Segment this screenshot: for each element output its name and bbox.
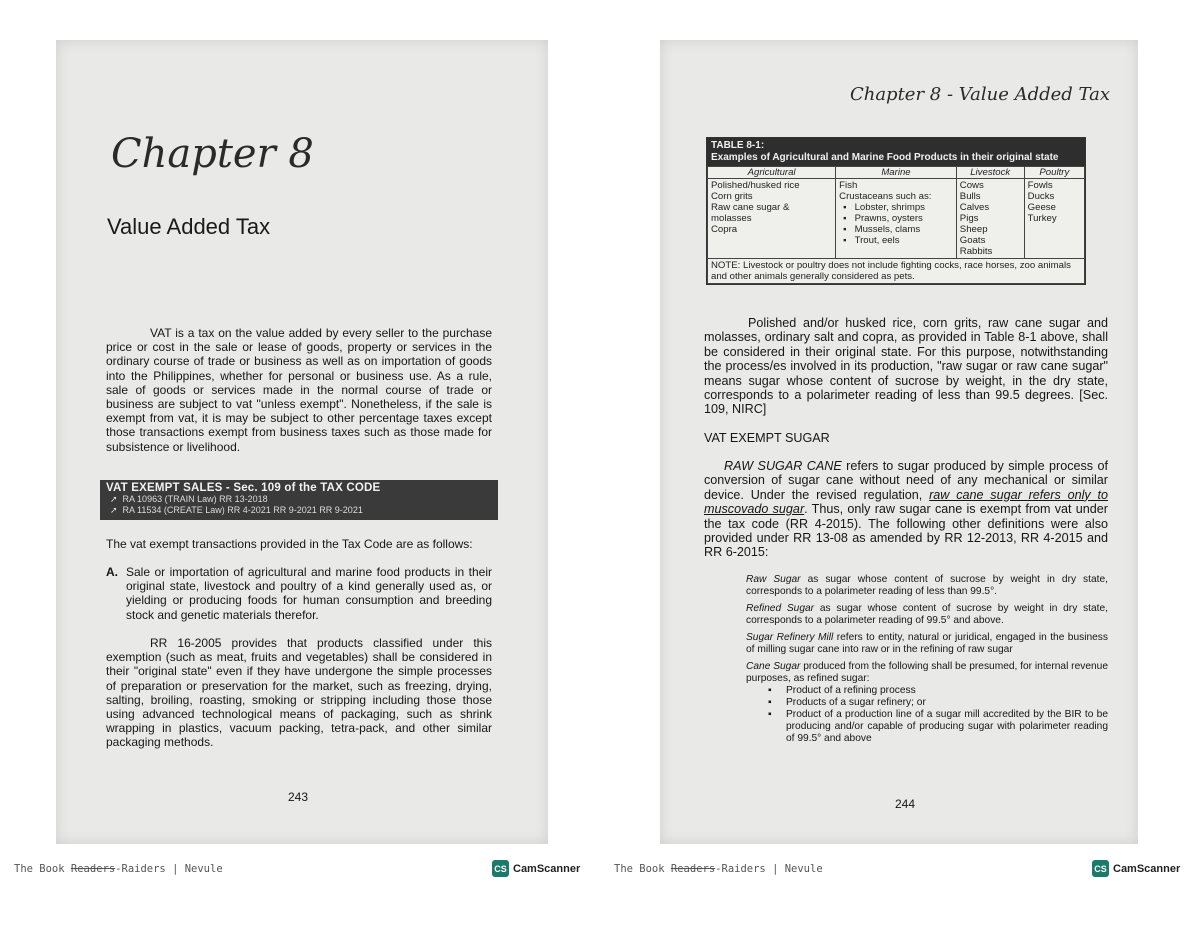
table-title: Examples of Agricultural and Marine Food Products in their original state	[711, 152, 1059, 163]
footer-strike: Readers	[70, 863, 116, 875]
footer-label-left	[14, 863, 223, 875]
camscanner-badge-left	[492, 860, 580, 877]
footer-text: The Book	[14, 863, 71, 875]
agri-item: Polished/husked rice	[711, 180, 800, 191]
camscanner-badge-right	[1092, 860, 1180, 877]
def-term: Refined Sugar	[746, 603, 815, 614]
table-row	[708, 179, 1085, 259]
list-intro: The vat exempt transactions provided in the Tax Code are as follows:	[106, 537, 473, 551]
def-text: produced from the following shall be presumed, for internal revenue purposes, as refined sugar:	[746, 661, 1108, 684]
marine-bullet: ▪ Trout, eels	[839, 235, 953, 246]
footer-strike: Readers	[670, 863, 716, 875]
poultry-item: Fowls	[1027, 180, 1053, 191]
col-poultry: Poultry	[1024, 167, 1084, 179]
definition-refinery-mill	[746, 632, 1108, 656]
footer-text: -Raiders | Nevule	[715, 863, 823, 875]
products-table	[707, 166, 1085, 284]
table-caption	[707, 138, 1085, 166]
definition-raw-sugar	[746, 574, 1108, 598]
col-agricultural: Agricultural	[708, 167, 836, 179]
camscanner-logo-icon: CS	[492, 860, 509, 877]
marine-bullet: ▪ Prawns, oysters	[839, 213, 953, 224]
running-header: Chapter 8 - Value Added Tax	[849, 84, 1110, 105]
marine-cell	[836, 179, 957, 259]
col-livestock: Livestock	[956, 167, 1024, 179]
footer-text: -Raiders | Nevule	[115, 863, 223, 875]
band-title: VAT EXEMPT SALES - Sec. 109 of the TAX CODE	[106, 482, 381, 494]
item-a-letter: A.	[106, 565, 118, 579]
item-a-text: Sale or importation of agricultural and marine food products in their original state, livestock and poultry of a kind generally used as, or yielding or producing foods for human consumption and breeding stock and genetic materials therefor.	[126, 565, 492, 622]
poultry-item: Geese	[1027, 202, 1056, 213]
right-page	[660, 40, 1138, 844]
livestock-item: Cows	[959, 180, 984, 191]
marine-bullet: ▪ Lobster, shrimps	[839, 202, 953, 213]
livestock-item: Rabbits	[959, 246, 993, 257]
table-note-row	[708, 259, 1085, 284]
rr-paragraph: RR 16-2005 provides that products classified under this exemption (such as meat, fruits and vegetables) shall be considered in their "original state" even if they have undergone the simple processes of preparation or preservation for the market, such as freezing, drying, salting, broiling, roasting, smoking or stripping including those those using advanced technological means of packaging, such as shrink wrapping in plastics, vacuum packing, tetra-pack, and other similar packaging methods.	[106, 636, 492, 750]
marine-bullet: ▪ Mussels, clams	[839, 224, 953, 235]
raw-sugar-text-1: refers to sugar produced by simple process of conversion of sugar cane without need of any mechanical or similar device. Under the revised regulation,	[704, 459, 1108, 502]
chapter-title: Chapter 8	[111, 131, 314, 177]
band-ref-1: ➚ RA 10963 (TRAIN Law) RR 13-2018	[110, 494, 268, 504]
marine-item: Crustaceans such as:	[839, 191, 932, 202]
def-term: Cane Sugar	[746, 661, 801, 672]
def-text: refers to entity, natural or juridical, engaged in the business of milling sugar cane into raw or in the refining of raw sugar	[746, 632, 1108, 655]
definition-cane-sugar	[746, 661, 1108, 685]
camscanner-logo-icon: CS	[1092, 860, 1109, 877]
poultry-cell	[1024, 179, 1084, 259]
livestock-item: Sheep	[959, 224, 988, 235]
left-page	[56, 40, 548, 844]
page-number-left: 243	[288, 790, 309, 804]
raw-sugar-text-2: . Thus, only raw sugar cane is exempt from vat under the tax code (RR 4-2015). The following other definitions were also provided under RR 13-08 as amended by RR 12-2013, RR 4-2015 and RR 6-2015:	[704, 502, 1108, 560]
livestock-item: Pigs	[959, 213, 979, 224]
livestock-item: Calves	[959, 202, 990, 213]
def-term: Raw Sugar	[746, 574, 801, 585]
table-note: NOTE: Livestock or poultry does not include fighting cocks, race horses, zoo animals and other animals generally considered as pets.	[708, 259, 1085, 284]
livestock-item: Goats	[959, 235, 986, 246]
poultry-item: Ducks	[1027, 191, 1055, 202]
agricultural-cell	[708, 179, 836, 259]
original-state-paragraph: Polished and/or husked rice, corn grits, raw cane sugar and molasses, ordinary salt and copra, as provided in Table 8-1 above, shall be considered in their original state. For this purpose, notwithstanding the process/es involved in its production, "raw sugar or raw cane sugar" means sugar whose content of sucrose by weight, in the dry state, corresponds to a polarimeter reading of less than 99.5 degrees. [Sec. 109, NIRC]	[704, 316, 1108, 417]
poultry-item: Turkey	[1027, 213, 1057, 224]
list-item: ▪ Product of a production line of a sugar mill accredited by the BIR to be producing and/or capable of producing sugar with polarimeter reading of 99.5° and above	[786, 709, 1108, 745]
camscanner-label: CamScanner	[1113, 862, 1181, 875]
footer-text: The Book	[614, 863, 671, 875]
page-number-right: 244	[895, 797, 916, 811]
vat-exempt-band	[100, 480, 498, 520]
raw-sugar-underline: raw cane sugar refers only to muscovado sugar	[704, 487, 1108, 517]
marine-item: Fish	[839, 180, 858, 191]
raw-sugar-paragraph	[704, 459, 1108, 560]
def-term: Sugar Refinery Mill	[746, 632, 834, 643]
table-header-row	[708, 167, 1085, 179]
raw-sugar-term: RAW SUGAR CANE	[724, 459, 842, 473]
def-text: as sugar whose content of sucrose by weight in dry state, corresponds to a polarimeter reading of 99.5° and above.	[746, 603, 1108, 626]
list-item: ▪ Product of a refining process	[786, 685, 1108, 697]
agri-item: Raw cane sugar & molasses	[711, 202, 790, 224]
table-label: TABLE 8-1:	[711, 140, 765, 151]
definitions	[746, 574, 1108, 745]
chapter-subtitle: Value Added Tax	[107, 214, 271, 239]
livestock-cell	[956, 179, 1024, 259]
agri-item: Corn grits	[711, 191, 753, 202]
section-heading: VAT EXEMPT SUGAR	[704, 431, 830, 445]
definition-refined-sugar	[746, 603, 1108, 627]
table-8-1	[706, 137, 1086, 285]
def-text: as sugar whose content of sucrose by weight in dry state, corresponds to a polarimeter reading of less than 99.5°.	[746, 574, 1108, 597]
footer-label-right	[614, 863, 823, 875]
band-ref-2: ➚ RA 11534 (CREATE Law) RR 4-2021 RR 9-2021 RR 9-2021	[110, 505, 363, 515]
intro-paragraph: VAT is a tax on the value added by every seller to the purchase price or cost in the sale or lease of goods, property or services in the ordinary course of trade or business as well as on importation of goods into the Philippines, whether for personal or business use. As a rule, sale of goods or services made in the normal course of trade or business are subject to vat "unless exempt". Nonetheless, if the sale is exempt from vat, it is may be subject to other percentage taxes except those transactions exempt from business taxes such as those made for subsistence or livelihood.	[106, 326, 492, 454]
agri-item: Copra	[711, 224, 738, 235]
camscanner-label: CamScanner	[513, 862, 581, 875]
livestock-item: Bulls	[959, 191, 981, 202]
cane-sugar-list	[746, 685, 1108, 745]
list-item: ▪ Products of a sugar refinery; or	[786, 697, 1108, 709]
col-marine: Marine	[836, 167, 957, 179]
